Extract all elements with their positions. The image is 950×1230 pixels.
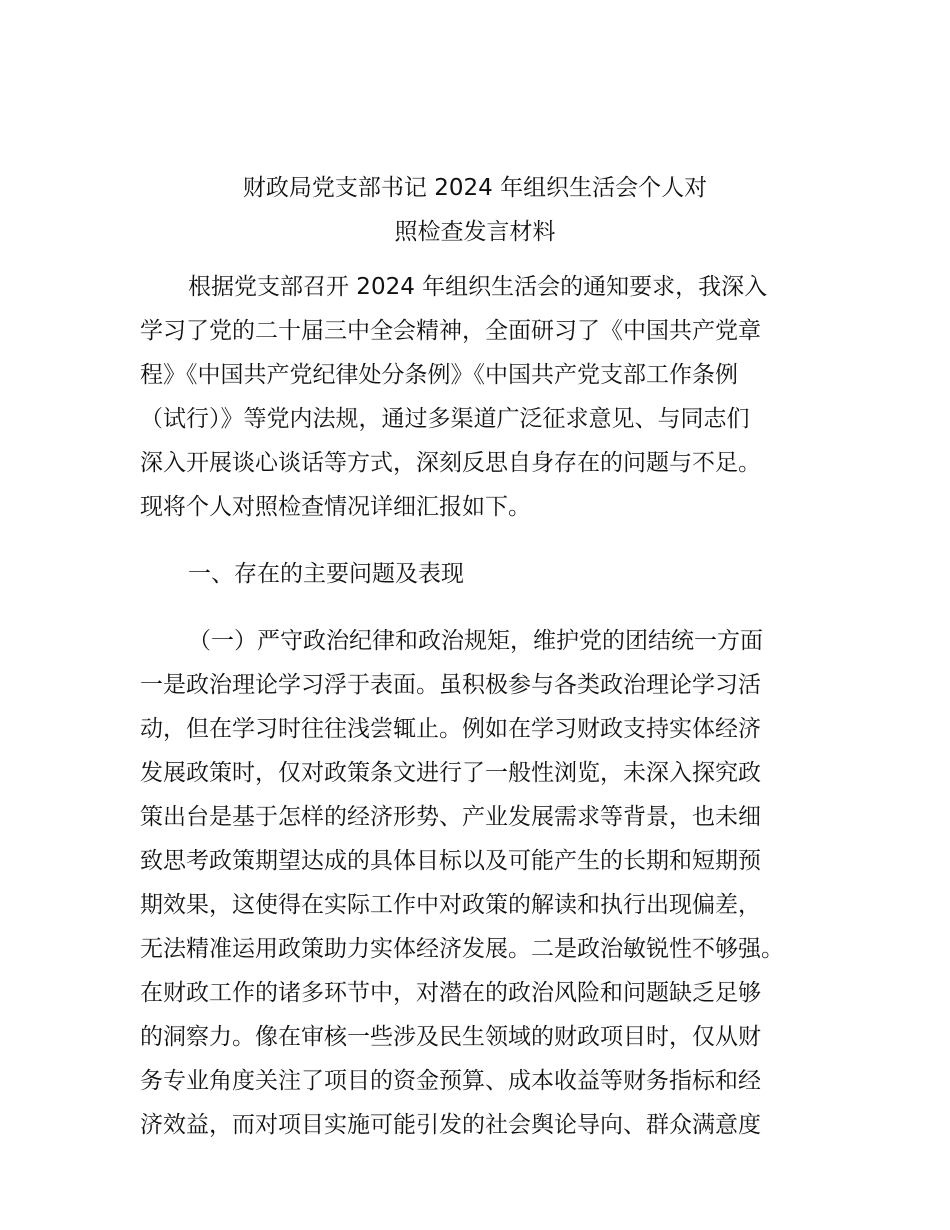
paragraph-line: 无法精准运用政策助力实体经济发展。二是政治敏锐性不够强。 (140, 936, 784, 962)
paragraph-line: 一是政治理论学习浮于表面。虽积极参与各类政治理论学习活 (140, 672, 761, 698)
paragraph-line: 动，但在学习时往往浅尝辄止。例如在学习财政支持实体经济 (140, 716, 761, 742)
paragraph-line: 程》《中国共产党纪律处分条例》《中国共产党支部工作条例 (140, 362, 738, 388)
paragraph-line: 学习了党的二十届三中全会精神，全面研习了《中国共产党章 (140, 318, 761, 344)
title-line: 照检查发言材料 (394, 219, 556, 245)
paragraph-line: 根据党支部召开 2024 年组织生活会的通知要求，我深入 (188, 274, 768, 300)
document-title (100, 166, 850, 254)
paragraph-line: 策出台是基于怎样的经济形势、产业发展需求等背景，也未细 (140, 804, 761, 830)
paragraph-line: 致思考政策期望达成的具体目标以及可能产生的长期和短期预 (140, 848, 761, 874)
paragraph-line: 现将个人对照检查情况详细汇报如下。 (140, 494, 531, 520)
paragraph-line: 期效果，这使得在实际工作中对政策的解读和执行出现偏差， (140, 892, 761, 918)
subsection-heading-text: （一）严守政治纪律和政治规矩，维护党的团结统一方面 (188, 628, 763, 654)
paragraph-line: （试行）》等党内法规，通过多渠道广泛征求意见、与同志们 (140, 406, 750, 432)
title-line: 财政局党支部书记 2024 年组织生活会个人对 (242, 175, 708, 201)
subsection-paragraph (140, 619, 830, 1147)
section-heading-text: 一、存在的主要问题及表现 (188, 561, 464, 587)
paragraph-line: 在财政工作的诸多环节中，对潜在的政治风险和问题缺乏足够 (140, 980, 761, 1006)
intro-paragraph (140, 265, 830, 529)
section-heading (140, 552, 830, 596)
paragraph-line: 的洞察力。像在审核一些涉及民生领域的财政项目时，仅从财 (140, 1024, 761, 1050)
paragraph-line: 发展政策时，仅对政策条文进行了一般性浏览，未深入探究政 (140, 760, 761, 786)
paragraph-line: 务专业角度关注了项目的资金预算、成本收益等财务指标和经 (140, 1068, 761, 1094)
paragraph-line: 深入开展谈心谈话等方式，深刻反思自身存在的问题与不足。 (140, 450, 761, 476)
document-body (140, 265, 830, 1147)
paragraph-line: 济效益，而对项目实施可能引发的社会舆论导向、群众满意度 (140, 1112, 761, 1138)
